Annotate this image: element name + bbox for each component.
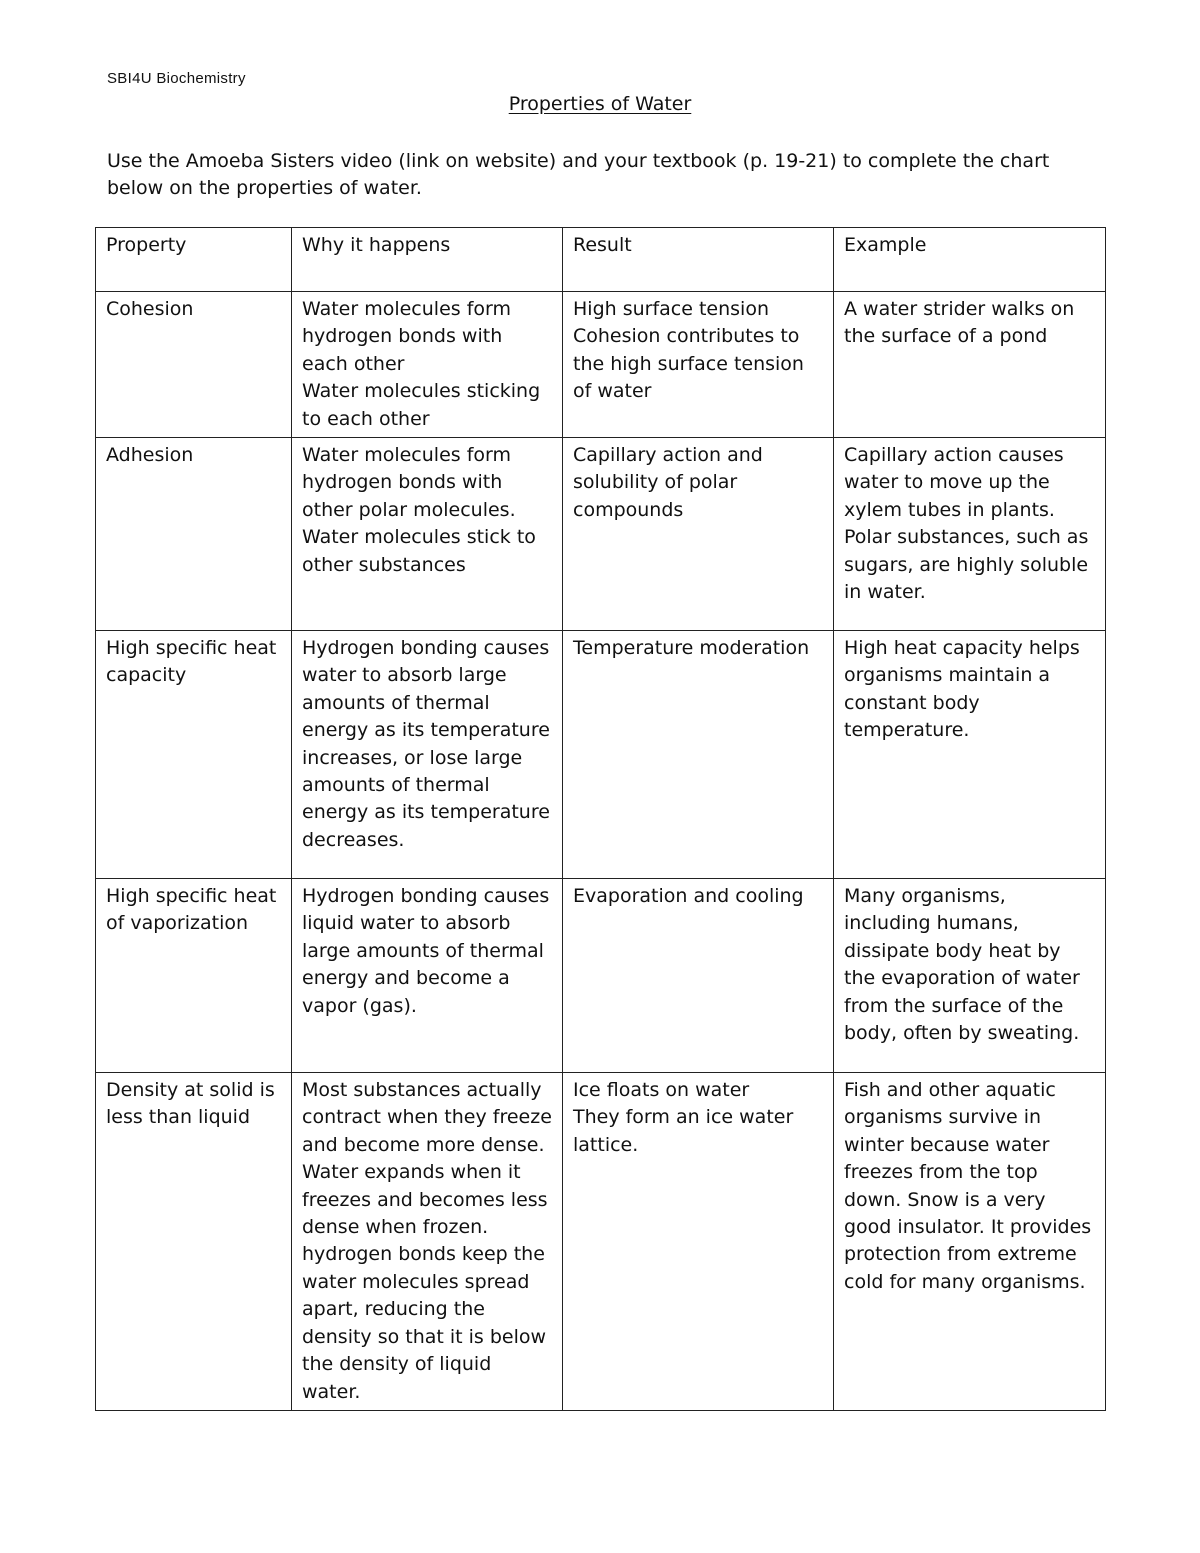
table-row [96, 631, 1106, 879]
table-row [96, 292, 1106, 438]
header-cell-why: Why it happens [292, 228, 563, 292]
page-title: Properties of Water [508, 93, 692, 115]
table-row [96, 879, 1106, 1073]
example-cell: Capillary action causes water to move up the xylem tubes in plants. Polar substances, such as sugars, are highly soluble in water. [834, 438, 1106, 631]
why-cell: Most substances actually contract when they freeze and become more dense. Water expands when it freezes and becomes less dense when frozen. hydrogen bonds keep the water molecules spread apart, reducing the density so that it is below the density of liquid water. [292, 1073, 563, 1411]
why-cell: Water molecules form hydrogen bonds with other polar molecules. Water molecules stick to other substances [292, 438, 563, 631]
header-cell-example: Example [834, 228, 1106, 292]
result-cell: High surface tension Cohesion contributes to the high surface tension of water [563, 292, 834, 438]
example-cell: Many organisms, including humans, dissipate body heat by the evaporation of water from the surface of the body, often by sweating. [834, 879, 1106, 1073]
property-cell: Cohesion [96, 292, 292, 438]
example-cell: A water strider walks on the surface of a pond [834, 292, 1106, 438]
table-row [96, 1073, 1106, 1411]
result-cell: Capillary action and solubility of polar compounds [563, 438, 834, 631]
example-cell: High heat capacity helps organisms maintain a constant body temperature. [834, 631, 1106, 879]
course-label: SBI4U Biochemistry [107, 70, 246, 87]
table-header-row [96, 228, 1106, 292]
header-cell-result: Result [563, 228, 834, 292]
property-cell: High specific heat capacity [96, 631, 292, 879]
instructions-paragraph: Use the Amoeba Sisters video (link on website) and your textbook (p. 19-21) to complete the chart below on the properties of water. [107, 150, 1050, 199]
result-cell: Evaporation and cooling [563, 879, 834, 1073]
why-cell: Water molecules form hydrogen bonds with each other Water molecules sticking to each other [292, 292, 563, 438]
property-cell: High specific heat of vaporization [96, 879, 292, 1073]
result-cell: Temperature moderation [563, 631, 834, 879]
property-cell: Density at solid is less than liquid [96, 1073, 292, 1411]
example-cell: Fish and other aquatic organisms survive in winter because water freezes from the top down. Snow is a very good insulator. It provides protection from extreme cold for many organisms. [834, 1073, 1106, 1411]
property-cell: Adhesion [96, 438, 292, 631]
why-cell: Hydrogen bonding causes liquid water to absorb large amounts of thermal energy and become a vapor (gas). [292, 879, 563, 1073]
why-cell: Hydrogen bonding causes water to absorb large amounts of thermal energy as its temperature increases, or lose large amounts of thermal energy as its temperature decreases. [292, 631, 563, 879]
result-cell: Ice floats on water They form an ice water lattice. [563, 1073, 834, 1411]
header-cell-property: Property [96, 228, 292, 292]
properties-table [95, 227, 1106, 1411]
table-row [96, 438, 1106, 631]
